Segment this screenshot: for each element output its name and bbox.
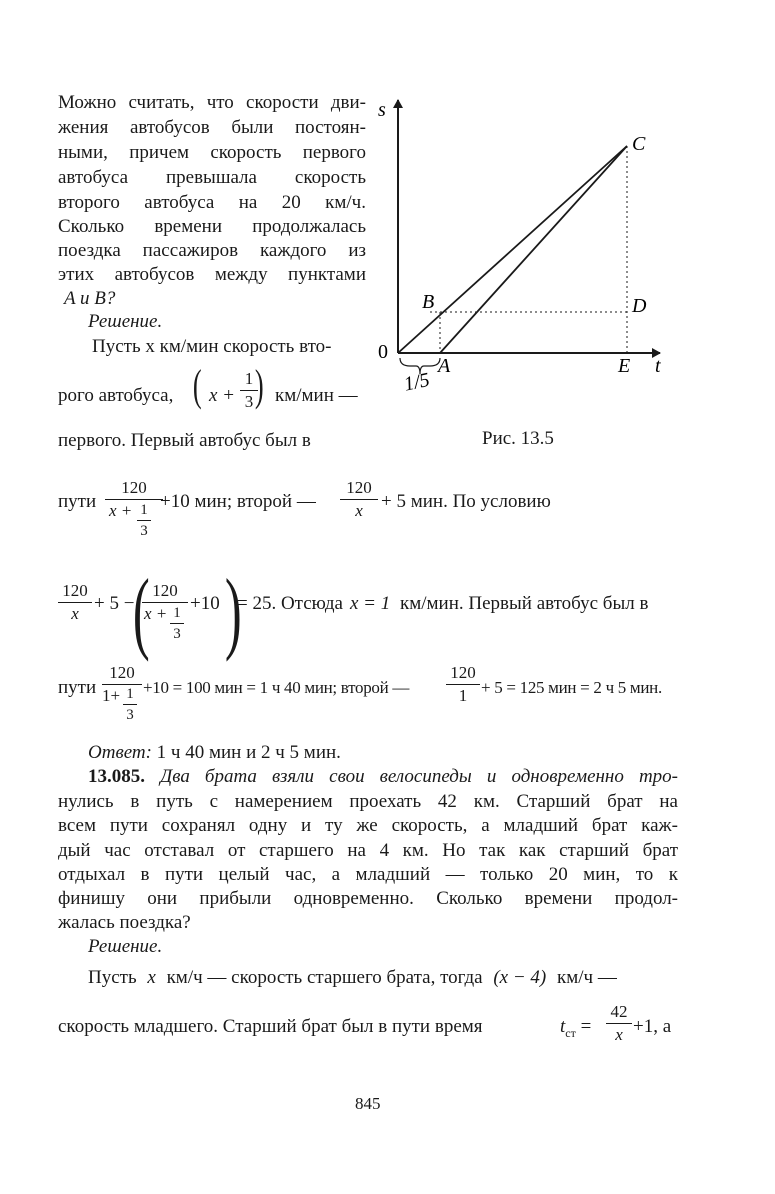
solution-line: Пусть x км/мин скорость вто- [92,336,332,357]
fraction-denominator: 3 [244,392,254,411]
fraction [606,1003,632,1044]
label-B: B [422,291,435,313]
eq-text: пути [58,491,97,512]
math-subscript: ст [565,1025,576,1040]
fraction-numerator: 42 [610,1002,628,1021]
fraction-denominator: x + [144,604,168,623]
solution-line: рого автобуса, [58,385,174,406]
problem-line: дый час отставал от старшего на 4 км. Но так как старший брат [58,840,678,861]
problem-line: нулись в путь с намерением проехать 42 км. Старший брат на [58,791,678,812]
label-C: C [632,133,646,155]
fraction-bar [102,684,142,685]
page-number: 845 [355,1094,381,1113]
eq-text: +10 = 100 мин = 1 ч 40 мин; второй — [143,678,410,697]
fraction-denominator: x [355,501,363,520]
fraction-numerator: 120 [152,581,178,600]
solution-line: первого. Первый автобус был в [58,430,311,451]
fraction [340,479,378,520]
label-D: D [632,295,647,317]
label-tick: 1/5 [402,368,432,396]
answer-text: 1 ч 40 мин и 2 ч 5 мин. [151,742,341,763]
fraction-denominator: 1 [458,686,468,705]
eq-text: +10 [190,593,220,614]
solution-text: Пусть [88,967,137,988]
problem-line: всем пути сохранял одну и ту же скорость, а младший брат каж- [58,815,678,836]
fraction-denominator: 3 [140,523,148,539]
solution-text: км/ч — [557,967,617,988]
math-var: x [147,967,156,988]
problem2-first-line [88,766,678,788]
problem-line: автобуса превышала скорость [58,167,366,188]
fraction-denominator: x [615,1025,623,1044]
eq-text: + 5 мин. По условию [381,491,551,512]
paren-open: ( [132,560,150,662]
fraction-numerator: 120 [346,478,372,497]
problem-line: Два брата взяли свои велосипеды и одновременно тро- [160,766,678,787]
fraction-bar [123,704,137,705]
solution-line: км/мин — [275,385,358,406]
fraction-numerator: 120 [109,663,135,682]
eq-text: x = 1 [350,593,391,614]
solution-text: км/ч — скорость старшего брата, тогда [166,967,483,988]
eq-text: + 5 − [94,593,135,614]
problem-line: второго автобуса на 20 км/ч. [58,192,366,213]
fraction-bar [58,602,92,603]
figure-13-5 [370,90,680,410]
answer [88,742,341,764]
problem-number: 13.085. [88,766,145,787]
fraction-denominator: x [71,604,79,623]
fraction-bar [105,499,163,500]
problem-line: Можно считать, что скорости дви- [58,92,366,113]
problem-line: Сколько времени продолжалась [58,216,366,237]
fraction-bar [606,1023,632,1024]
problem-line: поездка пассажиров каждого из [58,240,366,261]
fraction-numerator: 1 [126,686,134,702]
label-A: A [438,355,451,377]
fraction-bar [446,684,480,685]
problem-line: финишу они прибыли одновременно. Сколько времени продол- [58,888,678,909]
line-0-C [398,146,627,353]
fraction-bar [137,520,151,521]
problem-line: A и B? [64,288,116,309]
math-eq: = [580,1016,592,1037]
fraction-one-third [123,686,137,723]
paren-close: ) [224,560,242,662]
fraction-denominator: 3 [126,707,134,723]
fraction-numerator: 120 [121,478,147,497]
answer-label: Ответ: [88,742,152,763]
paren-close: ) [254,361,264,410]
fraction [105,479,163,520]
eq-text: км/мин. Первый автобус был в [400,593,649,614]
solution-heading: Решение. [88,311,163,332]
math-expr: x + [209,385,236,406]
label-E: E [618,355,631,377]
fraction-numerator: 120 [62,581,88,600]
fraction-denominator: x + [109,501,133,520]
problem-line: жалась поездка? [58,912,191,933]
problem-line: жения автобусов были постоян- [58,117,366,138]
fraction-one-third [170,605,184,642]
fraction-one-third [137,502,151,539]
math-t: t [560,1016,566,1037]
eq-text: = 25. Отсюда [237,593,343,614]
problem-line: этих автобусов между пунктами [58,264,366,285]
eq-text: пути [58,677,97,698]
fraction [58,582,92,623]
paren-open: ( [192,361,202,410]
math-var [560,1016,591,1044]
eq-text: +10 мин; второй — [160,491,316,512]
solution-text: +1, а [633,1016,672,1037]
math-expr: (x − 4) [493,967,547,988]
figure-caption: Рис. 13.5 [482,428,554,449]
label-origin: 0 [378,341,388,363]
fraction [446,664,480,705]
fraction-numerator: 1 [244,369,254,388]
fraction-numerator: 1 [173,605,181,621]
problem-line: отдыхал в пути целый час, а младший — только 20 мин, то к [58,864,678,885]
fraction-bar [340,499,378,500]
line-A-C [440,146,627,353]
fraction-denominator: 3 [173,626,181,642]
solution-heading: Решение. [88,936,163,957]
fraction-bar [142,602,188,603]
solution-line [88,967,617,989]
fraction-denominator: 1+ [102,686,121,705]
label-s: s [378,99,386,121]
fraction-numerator: 120 [450,663,476,682]
label-t: t [655,355,661,377]
solution-text: скорость младшего. Старший брат был в пути время [58,1016,483,1037]
eq-text: + 5 = 125 мин = 2 ч 5 мин. [481,678,662,697]
fraction-numerator: 1 [140,502,148,518]
fraction-bar [170,623,184,624]
problem-line: ными, причем скорость первого [58,142,366,163]
